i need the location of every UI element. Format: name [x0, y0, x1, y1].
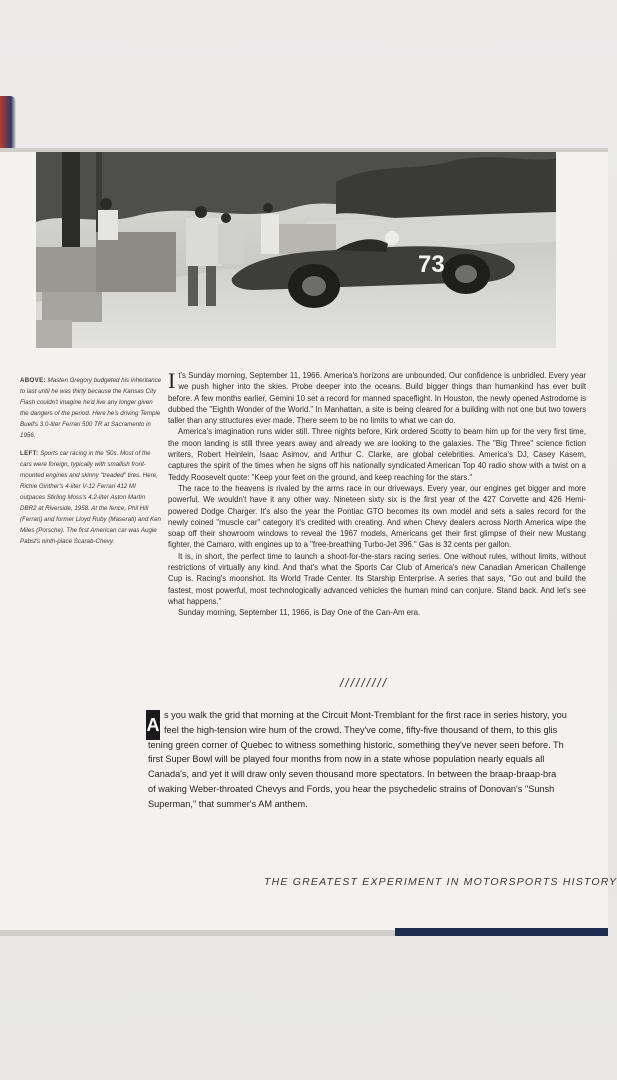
caption-left-tag: LEFT: — [20, 450, 39, 458]
paragraph-1: It's Sunday morning, September 11, 1966. America's horizons are unbounded. Our confidence is unbridled. Every year we push higher into the skies. Probe deeper into the oceans. Build bigger things than humankind has ever built before. A few months earlier, Gemini 10 set a record for manned spaceflight. In Houston, the newly opened Astrodome is dubbed the "Eighth Wonder of the World." In Manhattan, a site is being cleared for a building with not one but two towers taller than any structures ever made. There seem to be no limits to what we can do. — [168, 368, 586, 426]
section-line: s you walk the grid that morning at the Circuit Mont-Tremblant for the first race in series history, you — [164, 710, 567, 720]
section-line: Canada's, and yet it will draw only seven thousand more spectators. In between the braap-braap-bra — [148, 769, 557, 780]
race-photo-illustration — [36, 152, 556, 348]
caption-above-tag: ABOVE: — [20, 377, 46, 384]
drop-cap-a: A — [146, 710, 160, 740]
caption-above-text: Masten Gregory budgeted his inheritance to last until he was thirty because the Kansas City Flash couldn't imagine he'd live any longer given the dangers of the period. Here he's driving Temple Buell's 3.0-liter Ferrari 500 TR at Sacramento in 1956. — [20, 377, 162, 439]
section-line: Superman," that summer's AM anthem. — [148, 798, 308, 809]
paragraph-2: America's imagination runs wider still. Three nights before, Kirk ordered Scotty to beam him up for the very first time, the moon landing is still three years away and already we are looking to the galaxies. The "Big Three" science fiction writers, Robert Heinlein, Isaac Asimov, and Arthur C. Clarke, are global celebrities. America's DJ, Casey Kasem, captures the spirit of the times when he signs off his nationally syndicated American Top 40 radio show with a twist on a Teddy Roosevelt quote: "Keep your feet on the ground, and keep reaching for the stars." — [168, 427, 586, 482]
photo-caption — [20, 376, 162, 556]
race-photo — [36, 152, 556, 348]
paragraph-4: It is, in short, the perfect time to launch a shoot-for-the-stars racing series. One without rules, without limits, without restrictions of virtually any kind. And that's what the Sports Car Club of America's new Canadian American Challenge Cup is. Racing's moonshot. Its World Trade Center. Its Starship Enterprise. A series that says, "Go out and build the fastest, most powerful, most technologically advanced vehicles the human mind can conjure. Stand back. And let's see what happens." — [168, 551, 586, 606]
section-line: first Super Bowl will be played four months from now in a state whose population nearly equals all — [148, 754, 545, 765]
caption-left — [20, 449, 162, 547]
section-body-text — [148, 708, 606, 812]
section-line: feel the high-tension wire hum of the crowd. They've come, fifty-five thousand of them, to this glis — [164, 724, 558, 735]
cover-edge — [395, 928, 608, 936]
running-footer: THE GREATEST EXPERIMENT IN MOTORSPORTS HISTORY — [264, 876, 617, 888]
caption-above — [20, 376, 162, 441]
caption-left-text: Sports car racing in the '50s. Most of the cars were foreign, typically with smallish front-mounted engines and skinny "treaded" tires. Here, Richie Ginther's 4-liter V-12 Ferrari 412 MI outpaces Stirling Moss's 4.2-liter Aston Martin DBR2 at Riverside, 1958. At the fence, Phil Hill (Ferrari) and former Lloyd Ruby (Maserati) and Ken Miles (Porsche). The first American car was Augie Pabst's ninth-place Scarab-Chevy. — [20, 450, 161, 545]
paragraph-5: Sunday morning, September 11, 1966, is Day One of the Can-Am era. — [178, 608, 421, 618]
section-line: of waking Weber-throated Chevys and Fords, you hear the psychedelic strains of Donovan's "Sunsh — [148, 783, 555, 794]
section-divider: ///////// — [340, 676, 389, 690]
main-body-text — [168, 370, 586, 619]
paragraph-3: The race to the heavens is rivaled by the arms race in our driveways. Every year, our engines get bigger and more powerful. We wouldn't have it any other way. Nineteen sixty six is the first year of the 427 Corvette and 426 Hemi-powered Dodge Charger. It's also the year the Pontiac GTO becomes its own model and sets a sales record for the newly coined "muscle car" category it's credited with creating. And when Chevy dealers across North America wipe the soap off their showroom windows to reveal the 1967 models, Americans get their first glimpse of their new Mustang fighter, the Camaro, with engines up to a "free-breathing Turbo-Jet 396." Gas is 32 cents per gallon. — [168, 483, 586, 550]
car-number: 73 — [418, 251, 445, 278]
section-line: tening green corner of Quebec to witness something historic, something they've never seen before. Th — [148, 739, 564, 750]
book-page — [0, 152, 617, 930]
drop-cap-i: I — [168, 368, 176, 393]
